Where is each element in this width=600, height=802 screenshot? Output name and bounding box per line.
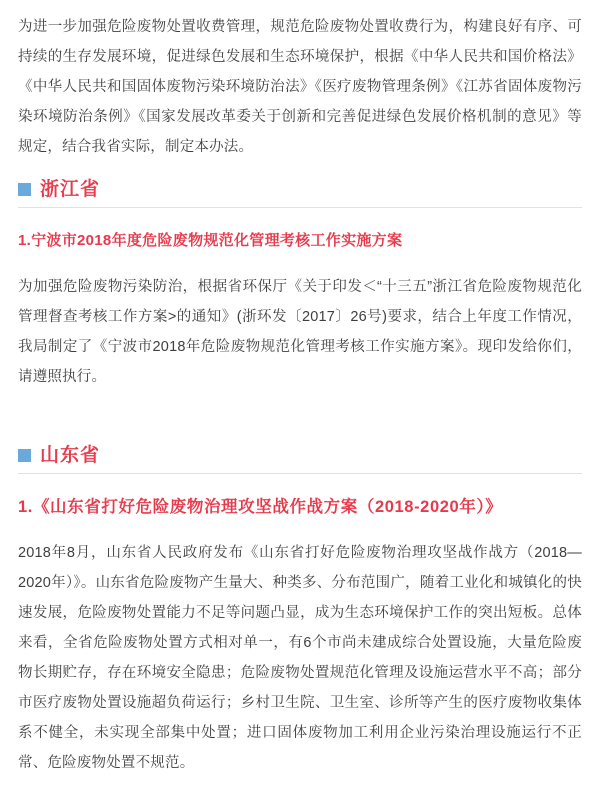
- province-name: 山东省: [40, 445, 101, 466]
- province-name: 浙江省: [40, 179, 101, 200]
- document-paragraph: 为加强危险废物污染防治，根据省环保厅《关于印发＜“十三五”浙江省危险废物规范化管理督查考核工作方案>的通知》(浙环发〔2017〕26号)要求，结合上年度工作情况，我局制定了《宁波市2018年危险废物规范化管理考核工作实施方案》。现印发给你们，请遵照执行。: [18, 279, 582, 385]
- province-heading-zhejiang: [18, 180, 582, 208]
- intro-paragraph: 为进一步加强危险废物处置收费管理，规范危险废物处置收费行为，构建良好有序、可持续的生存发展环境，促进绿色发展和生态环境保护，根据《中华人民共和国价格法》《中华人民共和国固体废物污染环境防治法》《医疗废物管理条例》《江苏省固体废物污染环境防治条例》《国家发展改革委关于创新和完善促进绿色发展价格机制的意见》等规定，结合我省实际，制定本办法。: [18, 19, 582, 155]
- blue-square-icon: [18, 449, 31, 462]
- province-heading-shandong: [18, 446, 582, 474]
- province-section-zhejiang: [18, 180, 582, 392]
- document-title-link[interactable]: 1.《山东省打好危险废物治理攻坚战作战方案（2018-2020年）》: [18, 498, 503, 516]
- spacer: [18, 398, 582, 428]
- blue-square-icon: [18, 183, 31, 196]
- document-paragraph: 2018年8月，山东省人民政府发布《山东省打好危险废物治理攻坚战作战方（2018—2020年）》。山东省危险废物产生量大、种类多、分布范围广，随着工业化和城镇化的快速发展，危险废物处置能力不足等问题凸显，成为生态环境保护工作的突出短板。总体来看，全省危险废物处置方式相对单一，有6个市尚未建成综合处置设施，大量危险废物长期贮存，存在环境安全隐患；危险废物处置规范化管理及设施运营水平不高；部分市医疗废物处置设施超负荷运行；乡村卫生院、卫生室、诊所等产生的医疗废物收集体系不健全，未实现全部集中处置；进口固体废物加工利用企业污染治理设施运行不正常、危险废物处置不规范。: [18, 545, 582, 771]
- document-title-link[interactable]: 1.宁波市2018年度危险废物规范化管理考核工作实施方案: [18, 232, 403, 249]
- province-section-shandong: [18, 446, 582, 778]
